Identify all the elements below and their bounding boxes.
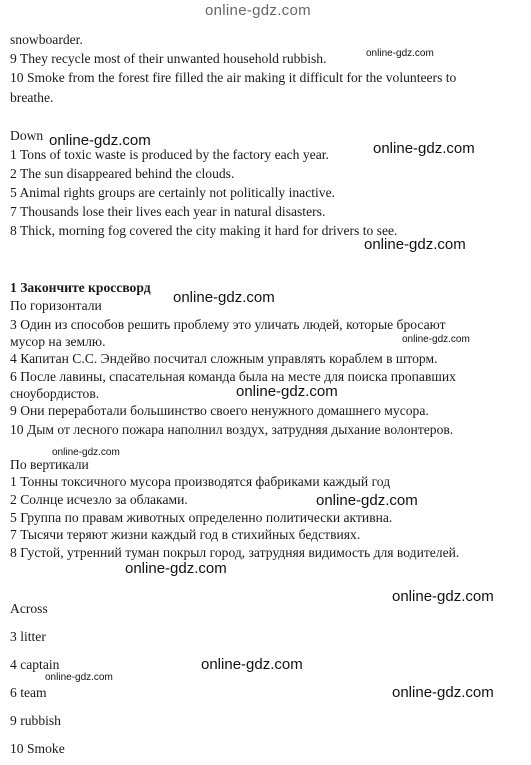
watermark: online-gdz.com [125,560,227,577]
vertical-item: 8 Густой, утренний туман покрыл город, затрудняя видимость для водителей. [10,545,460,560]
answer-item: 9 rubbish [10,713,61,728]
vertical-item: 2 Солнце исчезло за облаками. [10,492,188,507]
watermark: online-gdz.com [364,236,466,253]
text-line: 9 They recycle most of their unwanted household rubbish. [10,51,327,66]
horizontal-item: 4 Капитан С.С. Эндейво посчитал сложным управлять кораблем в шторм. [10,351,438,366]
answer-item: 6 team [10,685,47,700]
watermark: online-gdz.com [45,672,113,683]
vertical-item: 5 Группа по правам животных определенно политически активна. [10,510,393,525]
down-item: 8 Thick, morning fog covered the city making it hard for drivers to see. [10,223,398,238]
vertical-item: 1 Тонны токсичного мусора производятся фабриками каждый год [10,474,391,489]
horizontal-item: сноубордистов. [10,386,100,401]
watermark: online-gdz.com [366,48,434,59]
horizontal-item: 9 Они переработали большинство своего ненужного домашнего мусора. [10,403,429,418]
watermark: online-gdz.com [392,684,494,701]
down-heading: Down [10,128,44,143]
watermark: online-gdz.com [402,334,470,345]
horizontal-item: 3 Один из способов решить проблему это уличать людей, которые бросают [10,317,446,332]
watermark: online-gdz.com [173,289,275,306]
horizontal-heading: По горизонтали [10,298,102,313]
watermark: online-gdz.com [236,383,338,400]
watermark: online-gdz.com [52,447,120,458]
answer-item: 10 Smoke [10,741,65,756]
text-line: breathe. [10,90,54,105]
down-item: 5 Animal rights groups are certainly not politically inactive. [10,185,336,200]
text-line: snowboarder. [10,32,83,47]
horizontal-item: 6 После лавины, спасательная команда была на месте для поиска пропавших [10,369,456,384]
down-item: 2 The sun disappeared behind the clouds. [10,166,235,181]
horizontal-item: мусор на землю. [10,334,106,349]
answer-item: 3 litter [10,629,46,644]
watermark-top: online-gdz.com [205,2,311,19]
horizontal-item: 10 Дым от лесного пожара наполнил воздух, затрудняя дыхание волонтеров. [10,422,454,437]
watermark: online-gdz.com [392,588,494,605]
watermark: online-gdz.com [49,132,151,149]
text-line: 10 Smoke from the forest fire filled the air making it difficult for the volunteers to [10,70,457,85]
watermark: online-gdz.com [316,492,418,509]
section-title: 1 Закончите кроссворд [10,280,151,295]
watermark: online-gdz.com [373,140,475,157]
answer-item: 4 captain [10,657,60,672]
answers-heading: Across [10,601,48,616]
down-item: 7 Thousands lose their lives each year in natural disasters. [10,204,326,219]
vertical-heading: По вертикали [10,457,89,472]
vertical-item: 7 Тысячи теряют жизни каждый год в стихийных бедствиях. [10,527,361,542]
down-item: 1 Tons of toxic waste is produced by the factory each year. [10,147,329,162]
watermark: online-gdz.com [201,656,303,673]
